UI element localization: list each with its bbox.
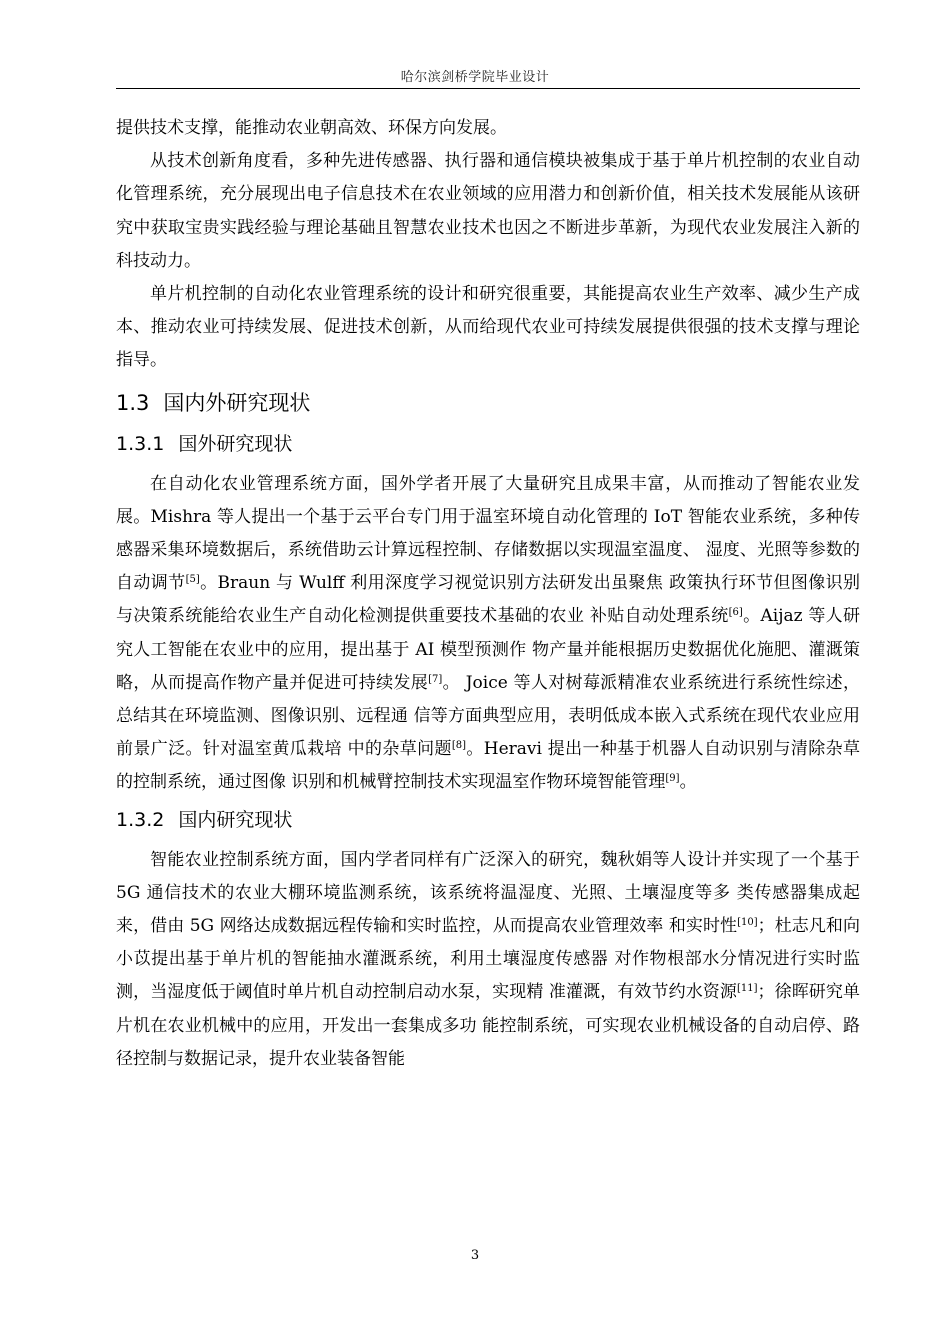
- citation: [10]: [737, 917, 758, 929]
- text-run: ；杜志凡和向小苡提出基于单片机的智能抽水灌溉系统，利用土壤湿度传感器 对作物根部水分情况进行实时监测，当湿度低于阈值时单片机自动控制启动水泵，实现精 准灌溉，有效节约水资源: [116, 916, 860, 1003]
- section-title: 国内外研究现状: [163, 390, 311, 415]
- paragraph-foreign-research: [116, 468, 860, 800]
- paragraph-importance: 单片机控制的自动化农业管理系统的设计和研究很重要，其能提高农业生产效率、减少生产成本、推动农业可持续发展、促进技术创新，从而给现代农业可持续发展提供很强的技术支撑与理论指导。: [116, 284, 860, 371]
- citation: [9]: [665, 773, 680, 785]
- citation: [5]: [185, 574, 200, 586]
- text-run: 。 Joice 等人对树莓派精准农业系统进行系统性综述，总结其在环境监测、图像识别、远程通 信等方面典型应用，表明低成本嵌入式系统在现代农业应用前景广泛。针对温室黄瓜栽培 中的杂草问题: [116, 672, 860, 760]
- paragraph-domestic-research: [116, 844, 860, 1076]
- citation: [8]: [451, 740, 466, 752]
- text-run: 。Aijaz 等人研究人工智能在农业中的应用，提出基于 AI 模型预测作 物产量并能根据历史数据优化施肥、灌溉策略，从而提高作物产量并促进可持续发展: [116, 606, 860, 693]
- text-run: 。Heravi 提出一种基于机器人自动识别与清除杂草的控制系统，通过图像 识别和机械臂控制技术实现温室作物环境智能管理: [116, 739, 861, 793]
- subsection-heading-1-3-1: [116, 426, 860, 462]
- subsection-number: 1.3.1: [116, 432, 165, 455]
- subsection-title: 国内研究现状: [178, 808, 293, 831]
- citation: [6]: [728, 607, 743, 619]
- text-run: 智能农业控制系统方面，国内学者同样有广泛深入的研究，魏秋娟等人设计并实现了一个基于 5G 通信技术的农业大棚环境监测系统，该系统将温湿度、光照、土壤湿度等多 类传感器集成起来，借由 5G 网络达成数据远程传输和实时监控，从而提高农业管理效率 和实时性: [116, 849, 860, 937]
- subsection-title: 国外研究现状: [178, 432, 293, 455]
- text-run: 。: [679, 772, 697, 793]
- subsection-number: 1.3.2: [116, 808, 165, 831]
- page-header-title: 哈尔滨剑桥学院毕业设计: [400, 70, 550, 85]
- subsection-heading-1-3-2: [116, 802, 860, 838]
- header-divider: [116, 88, 860, 89]
- citation: [7]: [428, 673, 443, 685]
- paragraph-tech-innovation: 从技术创新角度看，多种先进传感器、执行器和通信模块被集成于基于单片机控制的农业自动化管理系统，充分展现出电子信息技术在农业领域的应用潜力和创新价值，相关技术发展能从该研究中获取宝贵实践经验与理论基础且智慧农业技术也因之不断进步革新，为现代农业发展注入新的科技动力。: [116, 151, 860, 271]
- citation: [11]: [736, 983, 758, 995]
- section-heading-1-3: [116, 384, 860, 422]
- text-run: 在自动化农业管理系统方面，国外学者开展了大量研究且成果丰富，从而推动了智能农业发展。Mishra 等人提出一个基于云平台专门用于温室环境自动化管理的 IoT 智能农业系统，多种传感器采集环境数据后，系统借助云计算远程控制、存储数据以实现温室温度、 湿度、光照等参数的自动调节: [116, 473, 860, 594]
- page-number: 3: [470, 1248, 480, 1263]
- text-run: 。Braun 与 Wulff 利用深度学习视觉识别方法研发出虽聚焦 政策执行环节但图像识别与决策系统能给农业生产自动化检测提供重要技术基础的农业 补贴自动处理系统: [116, 573, 861, 627]
- document-body: [116, 112, 860, 1076]
- text-run: ；徐晖研究单片机在农业机械中的应用，开发出一套集成多功 能控制系统，可实现农业机械设备的自动启停、路径控制与数据记录，提升农业装备智能: [116, 982, 860, 1069]
- paragraph-continued: 提供技术支撑，能推动农业朝高效、环保方向发展。: [116, 118, 507, 138]
- section-number: 1.3: [116, 390, 150, 415]
